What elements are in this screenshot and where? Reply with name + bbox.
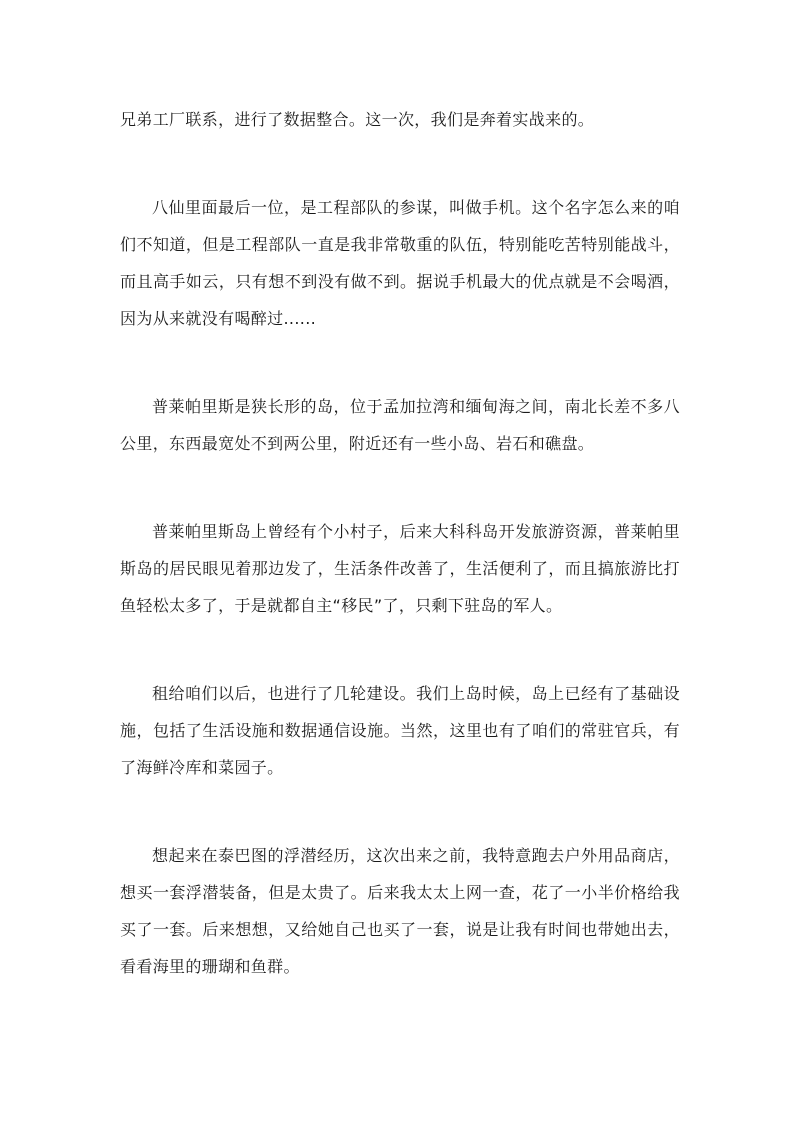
- paragraph-6: 想起来在泰巴图的浮潜经历，这次出来之前，我特意跑去户外用品商店，想买一套浮潜装备，但是太贵了。后来我太太上网一查，花了一小半价格给我买了一套。后来想想，又给她自己也买了一套，说是让我有时间也带她出去，看看海里的珊瑚和鱼群。: [120, 846, 680, 976]
- paragraph-1: 兄弟工厂联系，进行了数据整合。这一次，我们是奔着实战来的。: [120, 110, 595, 129]
- paragraph-4: 普莱帕里斯岛上曾经有个小村子，后来大科科岛开发旅游资源，普莱帕里斯岛的居民眼见着那边发了，生活条件改善了，生活便利了，而且搞旅游比打鱼轻松太多了，于是就都自主“移民”了，只剩下驻岛的军人。: [120, 522, 680, 615]
- paragraph-2: 八仙里面最后一位，是工程部队的参谋，叫做手机。这个名字怎么来的咱们不知道，但是工程部队一直是我非常敬重的队伍，特别能吃苦特别能战斗，而且高手如云，只有想不到没有做不到。据说手机最大的优点就是不会喝酒，因为从来就没有喝醉过......: [120, 198, 680, 328]
- paragraph-3: 普莱帕里斯是狭长形的岛，位于孟加拉湾和缅甸海之间，南北长差不多八公里，东西最宽处不到两公里，附近还有一些小岛、岩石和礁盘。: [120, 397, 680, 453]
- paragraph-5: 租给咱们以后，也进行了几轮建设。我们上岛时候，岛上已经有了基础设施，包括了生活设施和数据通信设施。当然，这里也有了咱们的常驻官兵，有了海鲜冷库和菜园子。: [120, 684, 680, 777]
- document-body: [120, 101, 680, 985]
